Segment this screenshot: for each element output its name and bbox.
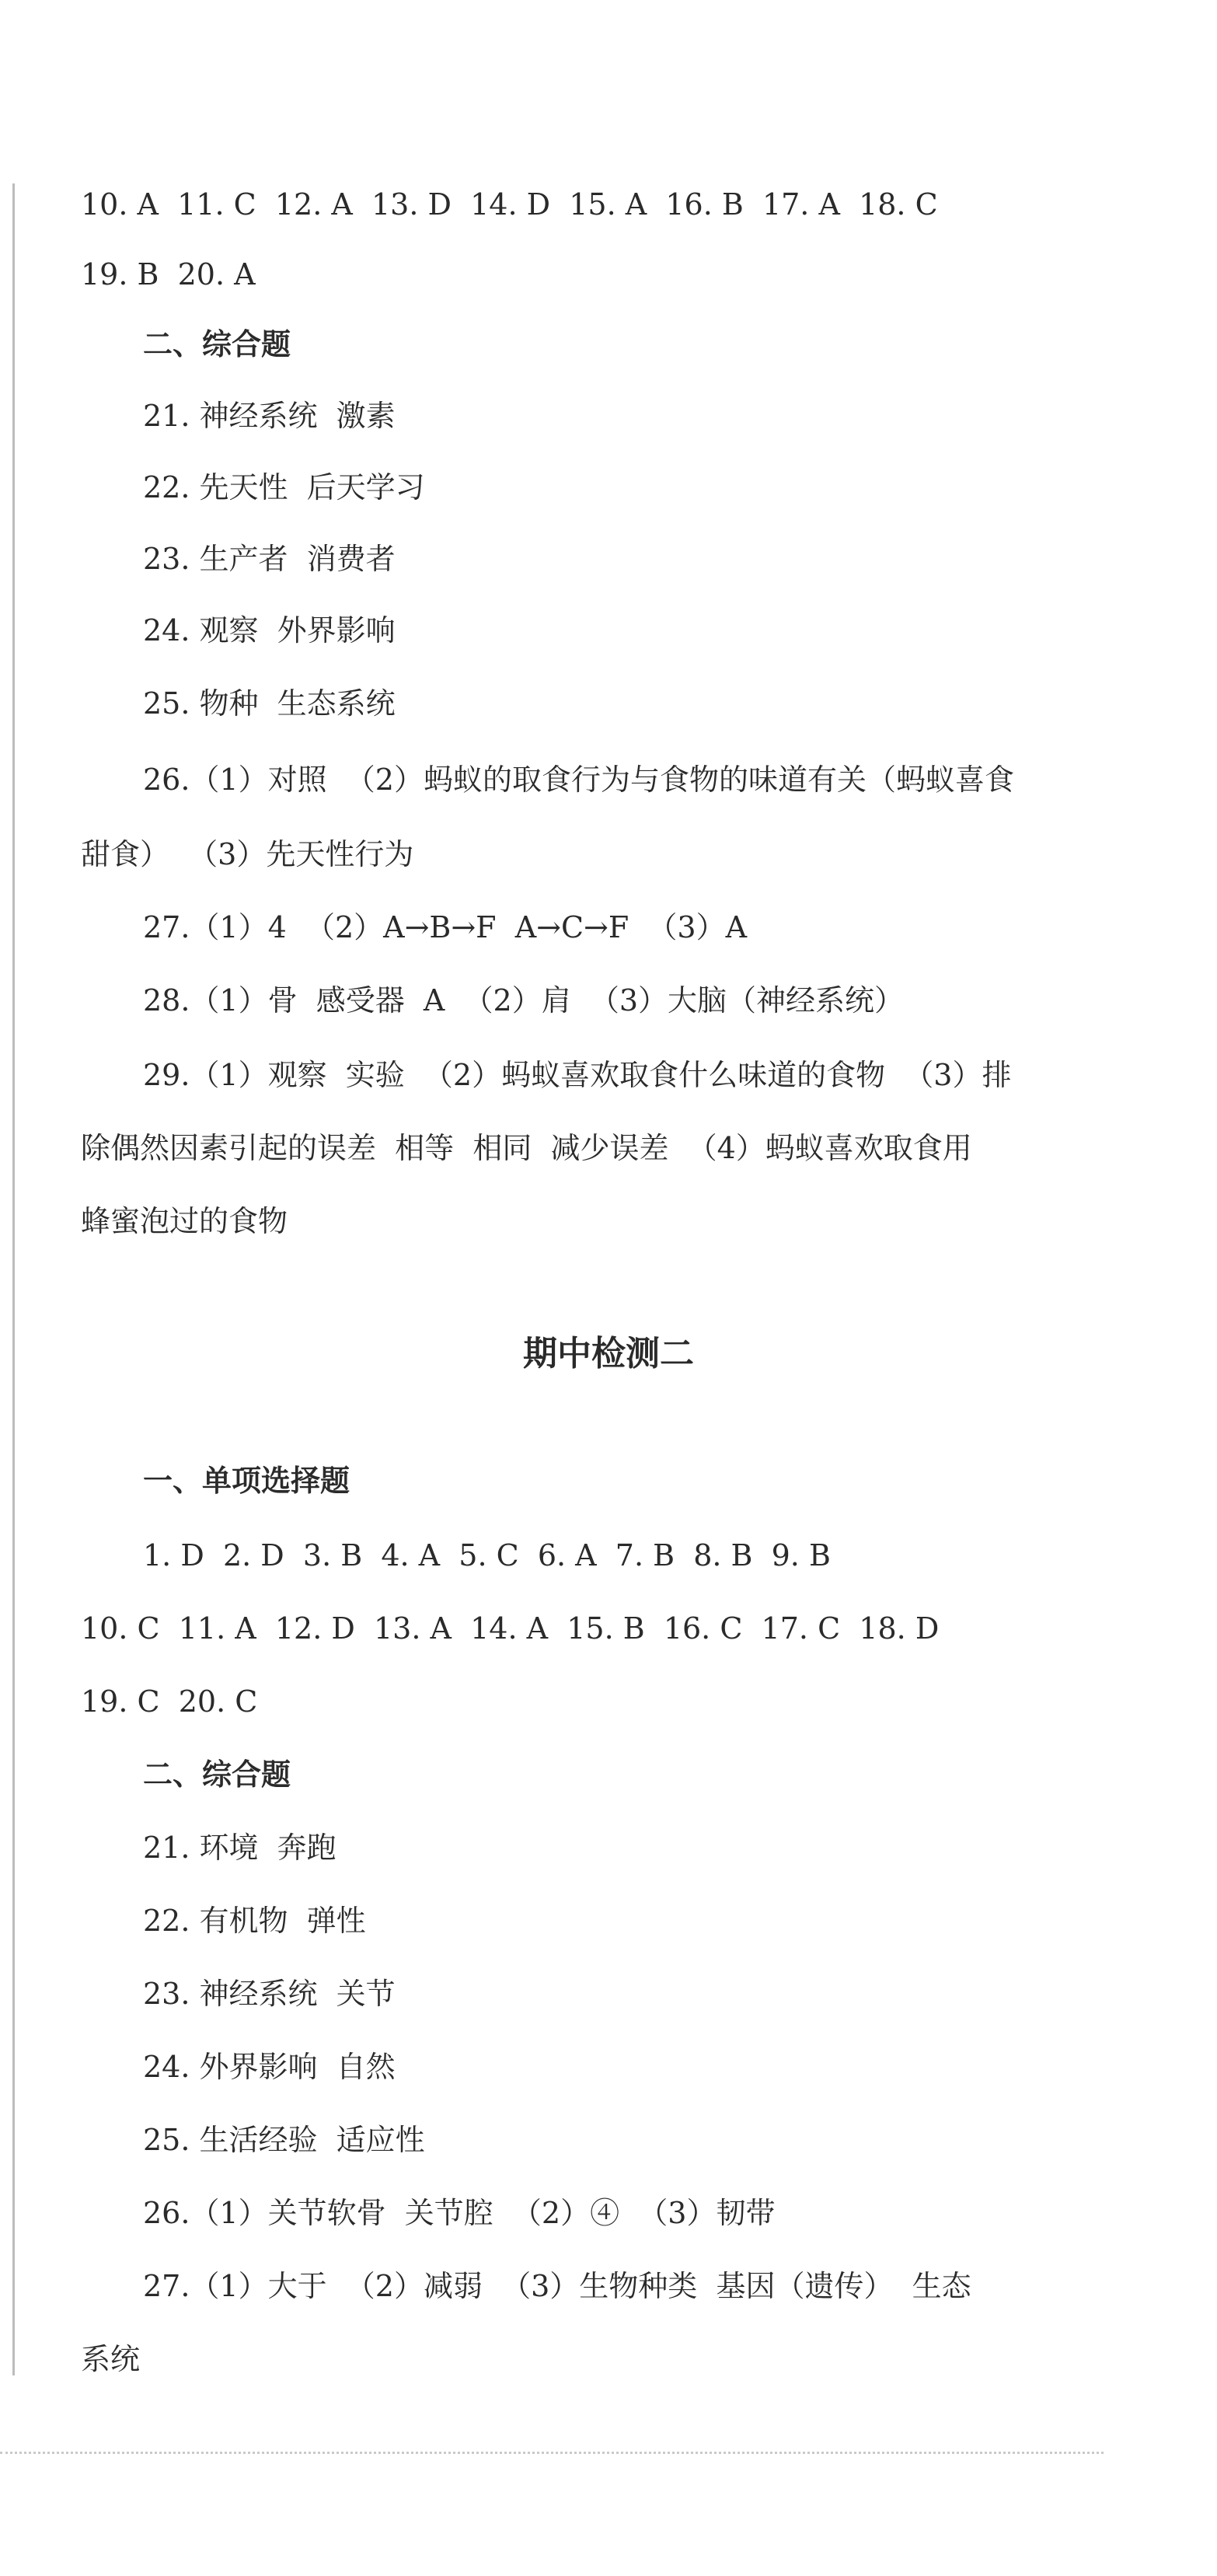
list-item: 28.（1）骨 感受器 A （2）肩 （3）大脑（神经系统） — [143, 983, 905, 1017]
section-title: 期中检测二 — [523, 1334, 694, 1374]
list-item: 24. 外界影响 自然 — [143, 2050, 396, 2084]
list-item: 26.（1）关节软骨 关节腔 （2）④ （3）韧带 — [143, 2196, 776, 2230]
list-item: 22. 先天性 后天学习 — [143, 470, 425, 504]
answer-line: 19. B 20. A — [81, 257, 256, 291]
section-heading: 二、综合题 — [143, 327, 291, 361]
list-item: 22. 有机物 弹性 — [143, 1904, 366, 1938]
list-item-cont: 甜食） （3）先天性行为 — [81, 837, 414, 871]
list-item: 24. 观察 外界影响 — [143, 613, 396, 647]
list-item: 25. 生活经验 适应性 — [143, 2123, 425, 2157]
list-item-cont: 蜂蜜泡过的食物 — [81, 1204, 288, 1238]
list-item-cont: 除偶然因素引起的误差 相等 相同 减少误差 （4）蚂蚁喜欢取食用 — [81, 1131, 972, 1165]
margin-line — [12, 183, 15, 2375]
list-item: 23. 神经系统 关节 — [143, 1977, 396, 2011]
list-item: 21. 环境 奔跑 — [143, 1831, 337, 1865]
list-item: 21. 神经系统 激素 — [143, 399, 396, 433]
list-item: 27.（1）4 （2）A→B→F A→C→F （3）A — [143, 910, 748, 944]
list-item: 29.（1）观察 实验 （2）蚂蚁喜欢取食什么味道的食物 （3）排 — [143, 1058, 1012, 1092]
section-heading: 二、综合题 — [143, 1757, 291, 1792]
section-heading: 一、单项选择题 — [143, 1464, 350, 1498]
bottom-rule — [0, 2452, 1104, 2454]
list-item: 23. 生产者 消费者 — [143, 542, 396, 576]
list-item-cont: 系统 — [81, 2342, 141, 2376]
answer-line: 19. C 20. C — [81, 1684, 258, 1719]
answer-line: 10. A 11. C 12. A 13. D 14. D 15. A 16. B 17. A 18. C — [81, 187, 938, 222]
list-item: 25. 物种 生态系统 — [143, 686, 396, 721]
answer-line: 10. C 11. A 12. D 13. A 14. A 15. B 16. C 17. C 18. D — [81, 1611, 940, 1646]
answer-line: 1. D 2. D 3. B 4. A 5. C 6. A 7. B 8. B 9. B — [143, 1538, 831, 1572]
list-item: 26.（1）对照 （2）蚂蚁的取食行为与食物的味道有关（蚂蚁喜食 — [143, 763, 1014, 797]
list-item: 27.（1）大于 （2）减弱 （3）生物种类 基因（遗传） 生态 — [143, 2269, 971, 2303]
